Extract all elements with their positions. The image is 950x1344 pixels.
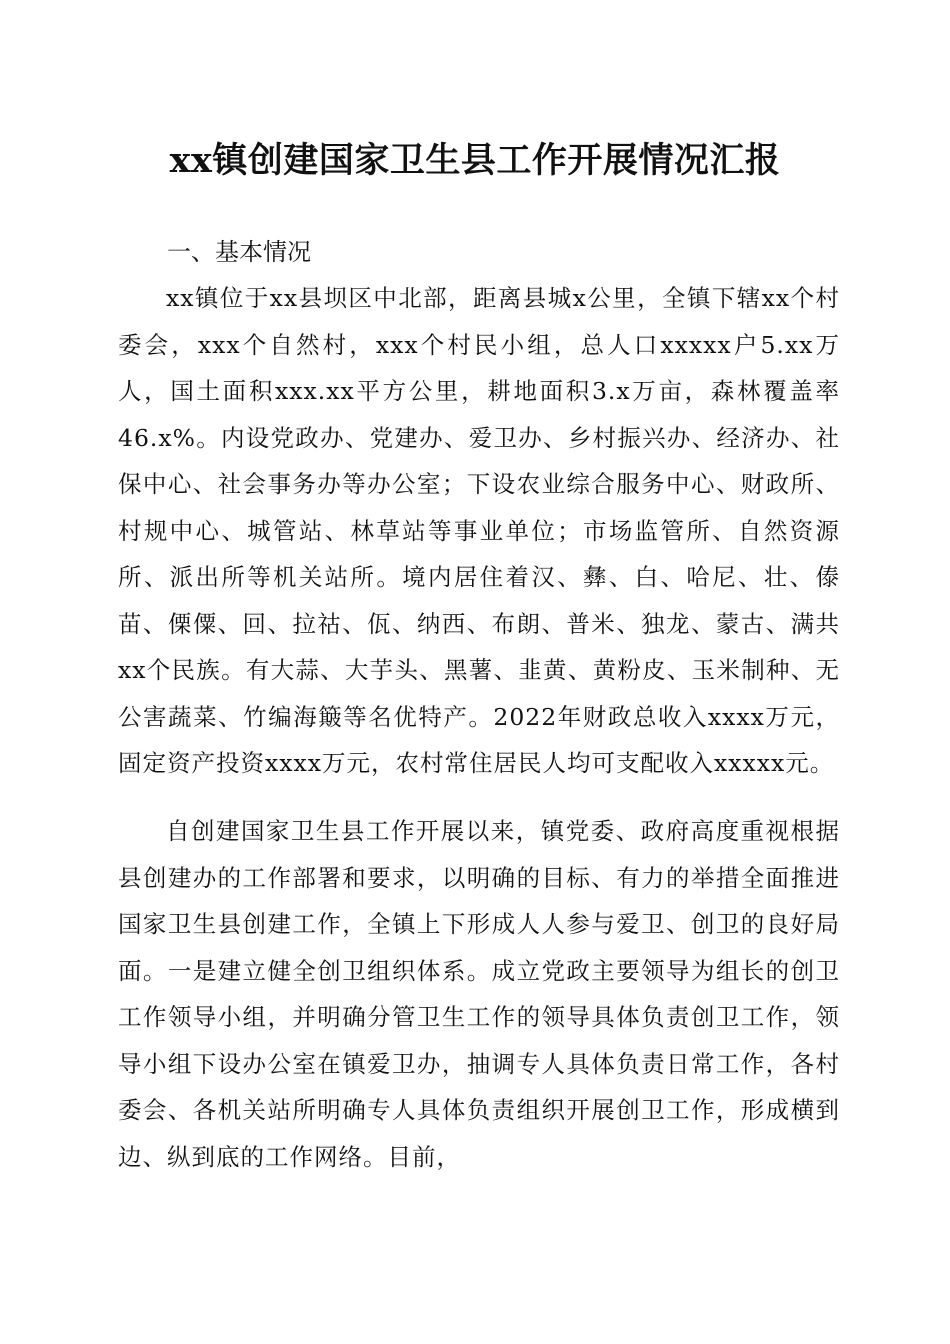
document-title: xx镇创建国家卫生县工作开展情况汇报 <box>169 140 781 181</box>
section-heading-basic-info: 一、基本情况 <box>167 238 311 266</box>
body-paragraph: xx镇位于xx县坝区中北部，距离县城x公里，全镇下辖xx个村委会，xxx个自然村，xxx个村民小组，总人口xxxxx户5.xx万人，国土面积xxx.xx平方公里，耕地面积3.x万亩，森林覆盖率46.x%。内设党政办、党建办、爱卫办、乡村振兴办、经济办、社保中心、社会事务办等办公室；下设农业综合服务中心、财政所、村规中心、城管站、林草站等事业单位；市场监管所、自然资源所、派出所等机关站所。境内居住着汉、彝、白、哈尼、壮、傣苗、傈僳、回、拉祜、佤、纳西、布朗、普米、独龙、蒙古、满共xx个民族。有大蒜、大芋头、黑薯、韭黄、黄粉皮、玉米制种、无公害蔬菜、竹编海簸等名优特产。2022年财政总收入xxxx万元，固定资产投资xxxx万元，农村常住居民人均可支配收入xxxxx元。 <box>118 284 840 777</box>
body-paragraph: 自创建国家卫生县工作开展以来，镇党委、政府高度重视根据县创建办的工作部署和要求，以明确的目标、有力的举措全面推进国家卫生县创建工作，全镇上下形成人人参与爱卫、创卫的良好局面。一是建立健全创卫组织体系。成立党政主要领导为组长的创卫工作领导小组，并明确分管卫生工作的领导具体负责创卫工作，领导小组下设办公室在镇爱卫办，抽调专人具体负责日常工作，各村委会、各机关站所明确专人具体负责组织开展创卫工作，形成横到边、纵到底的工作网络。目前， <box>118 817 840 1171</box>
